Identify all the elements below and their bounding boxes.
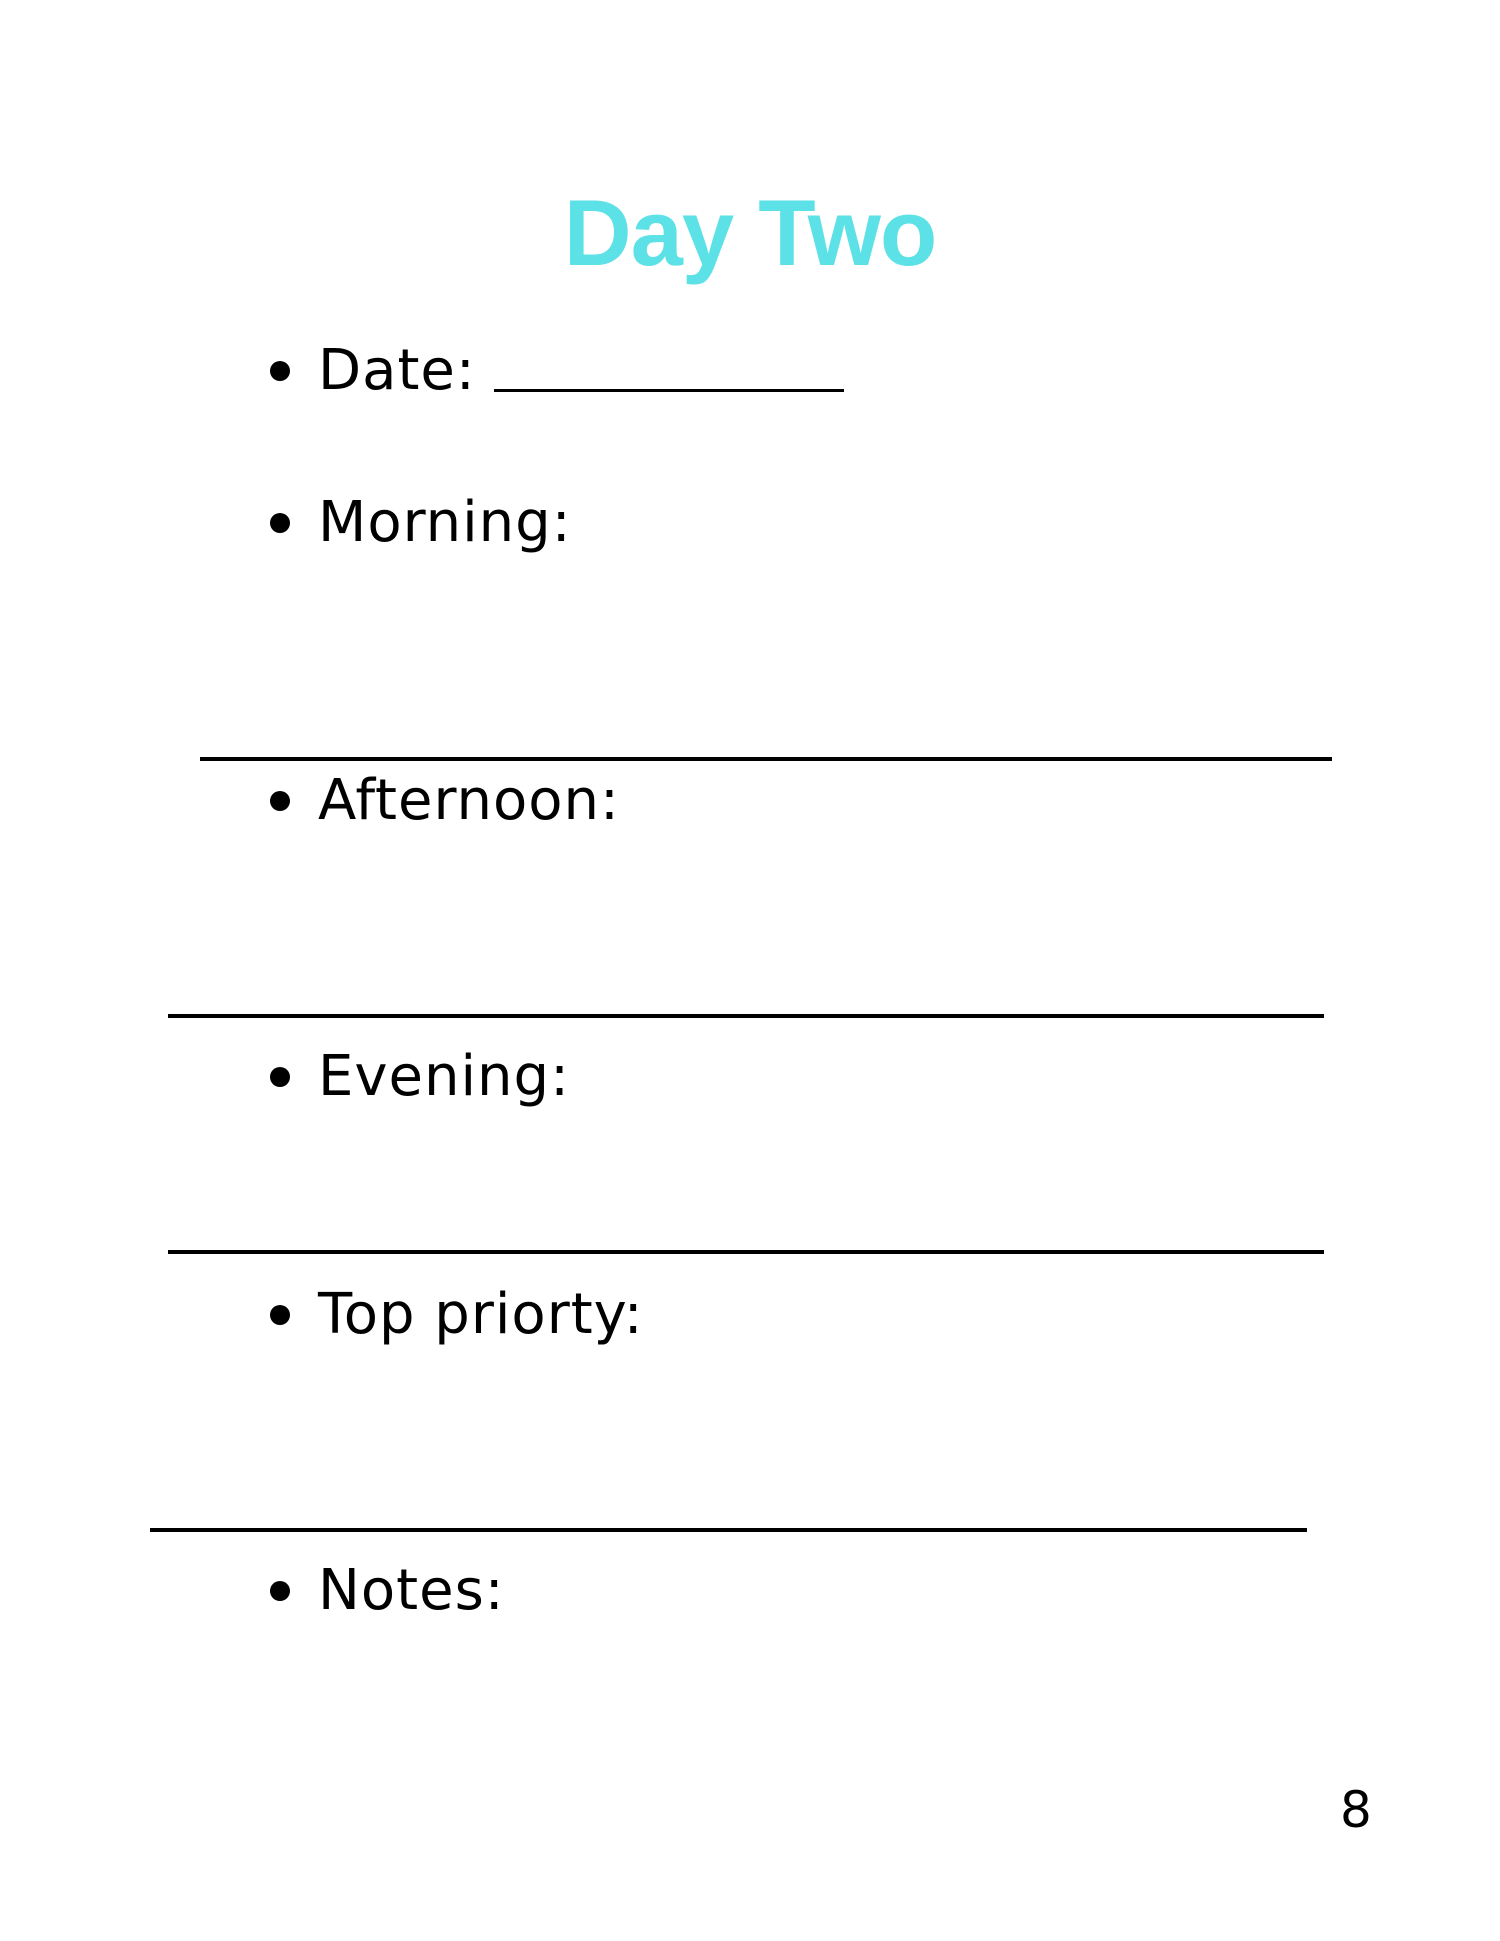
bullet-icon	[270, 513, 290, 533]
morning-label: Morning:	[318, 490, 572, 555]
bullet-icon	[270, 1305, 290, 1325]
top-priority-write-in-line[interactable]	[150, 1528, 1307, 1532]
bullet-icon	[270, 361, 290, 381]
evening-write-in-line[interactable]	[168, 1250, 1324, 1254]
bullet-icon	[270, 1581, 290, 1601]
notes-field	[270, 1556, 505, 1626]
morning-write-in-line[interactable]	[200, 757, 1332, 761]
date-label: Date:	[318, 338, 476, 403]
date-write-in-line[interactable]	[494, 389, 844, 392]
page-number: 8	[1340, 1781, 1372, 1839]
bullet-icon	[270, 791, 290, 811]
notes-label: Notes:	[318, 1558, 505, 1623]
afternoon-field	[270, 766, 620, 836]
morning-field	[270, 488, 572, 558]
date-field	[270, 336, 844, 406]
top-priority-field	[270, 1280, 644, 1350]
afternoon-label: Afternoon:	[318, 768, 620, 833]
bullet-icon	[270, 1067, 290, 1087]
evening-label: Evening:	[318, 1044, 570, 1109]
evening-field	[270, 1042, 570, 1112]
top-priority-label: Top priorty:	[318, 1282, 644, 1347]
page-title: Day Two	[563, 180, 937, 285]
afternoon-write-in-line[interactable]	[168, 1014, 1324, 1018]
